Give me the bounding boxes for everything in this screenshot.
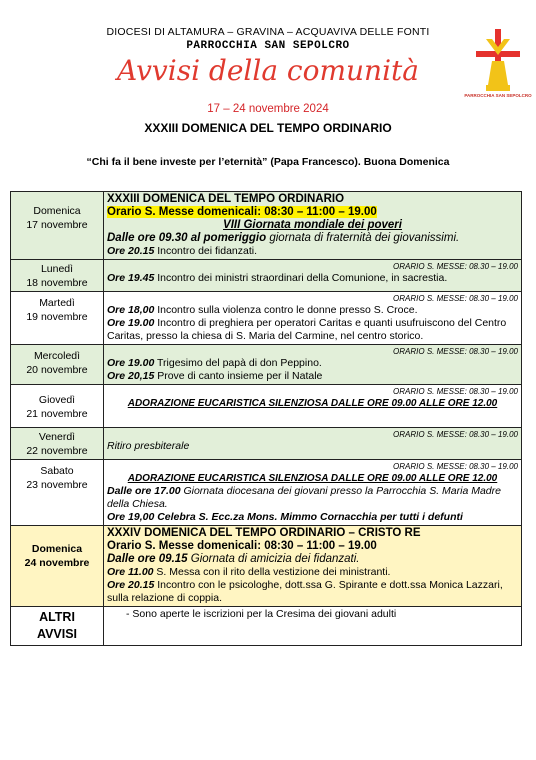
table-row <box>11 192 522 260</box>
other-notices-label <box>11 607 104 646</box>
day-cell <box>11 292 104 345</box>
sunday-heading: XXXIII DOMENICA DEL TEMPO ORDINARIO <box>107 193 345 205</box>
day-date: 22 novembre <box>26 445 88 457</box>
day-date: 21 novembre <box>26 408 88 420</box>
day-name: Domenica <box>31 543 83 555</box>
day-cell <box>11 460 104 526</box>
mass-schedule: ORARIO S. MESSE: 08.30 – 19.00 <box>393 262 518 271</box>
day-name: Domenica <box>33 205 81 217</box>
mass-schedule: ORARIO S. MESSE: 08.30 – 19.00 <box>393 462 518 471</box>
events-cell <box>104 385 522 428</box>
day-name: Martedì <box>39 297 75 309</box>
day-name: Giovedì <box>38 394 76 406</box>
parish-logo <box>464 25 532 107</box>
mass-schedule: ORARIO S. MESSE: 08.30 – 19.00 <box>393 430 518 439</box>
label-line: AVVISI <box>36 627 78 641</box>
day-date: 19 novembre <box>26 311 88 323</box>
other-notices-text: - Sono aperte le iscrizioni per la Cresima dei giovani adulti <box>104 607 522 646</box>
day-date: 18 novembre <box>26 277 88 289</box>
diocese-name: DIOCESI DI ALTAMURA – GRAVINA – ACQUAVIVA DELLE FONTI <box>106 26 430 38</box>
label-line: ALTRI <box>39 610 75 624</box>
event-line: Ore 20.15 Incontro dei fidanzati. <box>107 245 258 257</box>
special-event: VIII Giornata mondiale dei poveri <box>223 219 402 231</box>
event-line: Ore 19.00 Trigesimo del papà di don Peppino. <box>107 357 322 369</box>
day-name: Venerdì <box>38 431 76 443</box>
events-cell <box>104 345 522 385</box>
table-row <box>11 260 522 292</box>
event-line: Ore 18,00 Incontro sulla violenza contro le donne presso S. Croce. <box>107 304 418 316</box>
day-cell <box>11 526 104 607</box>
adoration: ADORAZIONE EUCARISTICA SILENZIOSA DALLE ORE 09.00 ALLE ORE 12.00 <box>127 473 498 484</box>
schedule-table <box>10 191 522 646</box>
mass-schedule: ORARIO S. MESSE: 08.30 – 19.00 <box>393 347 518 356</box>
page-title: Avvisi della comunità <box>117 54 419 87</box>
table-row <box>11 292 522 345</box>
event-line: Ore 11.00 S. Messa con il rito della vestizione dei ministranti. <box>107 566 391 578</box>
day-name: Mercoledì <box>33 350 81 362</box>
day-cell <box>11 260 104 292</box>
date-range: 17 – 24 novembre 2024 <box>207 103 329 115</box>
table-row <box>11 345 522 385</box>
event-line: Ore 19,00 Celebra S. Ecc.za Mons. Mimmo Cornacchia per tutti i defunti <box>107 511 463 523</box>
mass-times: Orario S. Messe domenicali: 08:30 – 11:00 – 19.00 <box>107 540 377 552</box>
events-cell <box>104 428 522 460</box>
day-name: Lunedì <box>40 263 74 275</box>
day-date: 23 novembre <box>26 479 88 491</box>
parish-name: PARROCCHIA SAN SEPOLCRO <box>186 40 350 52</box>
day-cell <box>11 192 104 260</box>
logo-caption: PARROCCHIA SAN SEPOLCRO <box>464 93 532 98</box>
event-line: Ritiro presbiterale <box>107 440 190 452</box>
events-cell <box>104 460 522 526</box>
day-cell <box>11 428 104 460</box>
events-cell <box>104 260 522 292</box>
mass-schedule: ORARIO S. MESSE: 08.30 – 19.00 <box>393 387 518 396</box>
mass-schedule: ORARIO S. MESSE: 08.30 – 19.00 <box>393 294 518 303</box>
day-cell <box>11 345 104 385</box>
table-row <box>11 428 522 460</box>
day-date: 24 novembre <box>24 557 90 569</box>
mass-times: Orario S. Messe domenicali: 08:30 – 11:00 – 19.00 <box>107 206 377 218</box>
event-line: Ore 19.45 Incontro dei ministri straordinari della Comunione, in sacrestia. <box>107 272 448 284</box>
event-line: Ore 20,15 Prove di canto insieme per il Natale <box>107 370 323 382</box>
adoration: ADORAZIONE EUCARISTICA SILENZIOSA DALLE ORE 09.00 ALLE ORE 12.00 <box>127 398 498 409</box>
day-name: Sabato <box>40 465 74 477</box>
events-cell <box>104 526 522 607</box>
day-cell <box>11 385 104 428</box>
table-row <box>11 526 522 607</box>
event-line: Ore 19.00 Incontro di preghiera per operatori Caritas e quanti usufruiscono del Centro Caritas, presso la chiesa di S. Maria del Carmine, nel centro storico. <box>107 317 507 342</box>
table-row <box>11 460 522 526</box>
sunday-heading: XXXIV DOMENICA DEL TEMPO ORDINARIO – CRISTO RE <box>107 527 421 539</box>
day-date: 17 novembre <box>26 219 88 231</box>
event-line: Dalle ore 09.30 al pomeriggio giornata di fraternità dei giovanissimi. <box>107 232 460 244</box>
event-line: Dalle ore 09.15 Giornata di amicizia dei fidanzati. <box>107 553 360 565</box>
day-date: 20 novembre <box>26 364 88 376</box>
event-line: Dalle ore 17.00 Giornata diocesana dei giovani presso la Parrocchia S. Maria Madre della Chiesa. <box>107 485 501 510</box>
table-row <box>11 385 522 428</box>
events-cell <box>104 292 522 345</box>
quote: “Chi fa il bene investe per l’eternità” (Papa Francesco). Buona Domenica <box>86 156 450 168</box>
event-line: Ore 20.15 Incontro con le psicologhe, dott.ssa G. Spirante e dott.ssa Monica Lazzari, sulla relazione di coppia. <box>107 579 503 604</box>
events-cell <box>104 192 522 260</box>
sunday-title: XXXIII DOMENICA DEL TEMPO ORDINARIO <box>144 121 392 135</box>
table-row <box>11 607 522 646</box>
